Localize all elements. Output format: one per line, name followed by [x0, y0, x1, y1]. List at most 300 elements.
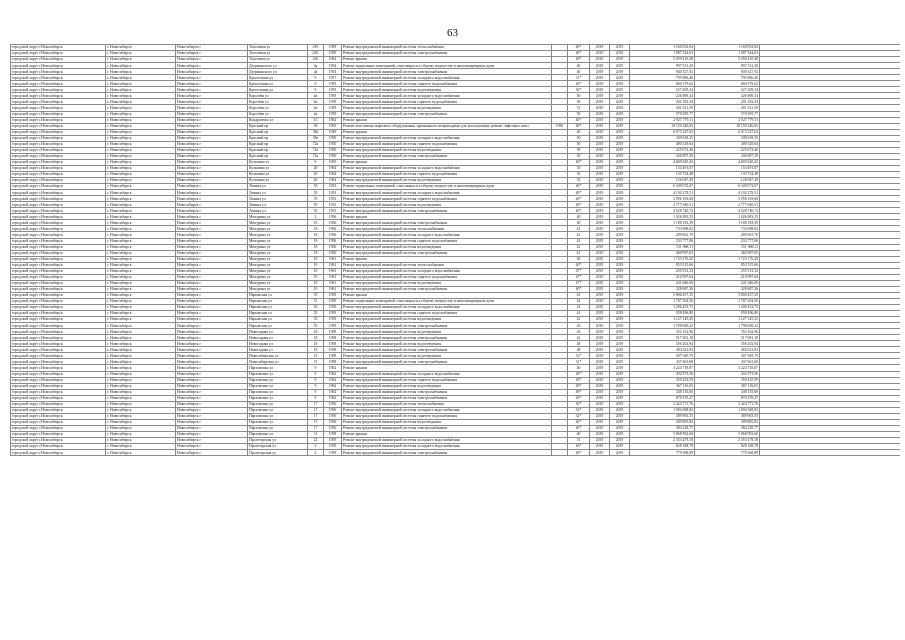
start-year-cell: 2019: [590, 123, 610, 129]
house-number-cell: 18: [308, 238, 324, 244]
total-cost-cell: 201 182,34: [695, 99, 760, 105]
start-year-cell: 2019: [590, 413, 610, 419]
municipality-cell: городской округ г.Новосибирск: [11, 256, 106, 262]
end-year-cell: 2019: [610, 87, 630, 93]
work-type-cell: Ремонт внутридомовой инженерной системы водоотведения: [342, 341, 552, 347]
work-type-cell: Ремонт внутридомовой инженерной системы электроснабжения: [342, 153, 552, 159]
year-cell: 1959: [324, 105, 342, 111]
street-cell: Красный пр: [248, 153, 308, 159]
city-cell: г. Новосибирск: [106, 147, 176, 153]
table-body: [11, 45, 901, 456]
municipality-cell: городской округ г.Новосибирск: [11, 244, 106, 250]
settlement-cell: Новосибирск г: [176, 341, 248, 347]
work-type-cell: Ремонт внутридомовой инженерной системы горячего водоснабжения: [342, 81, 552, 87]
street-cell: Ленина ул: [248, 190, 308, 196]
cost-cell: 392 973,56: [630, 371, 695, 377]
house-number-cell: 38а: [308, 129, 324, 135]
cost-cell: 795 806,46: [630, 75, 695, 81]
municipality-cell: городской округ г.Новосибирск: [11, 389, 106, 395]
end-year-cell: 2019: [610, 341, 630, 347]
wear-cell: 41: [568, 244, 590, 250]
municipality-cell: городской округ г.Новосибирск: [11, 317, 106, 323]
work-type-cell: Ремонт внутридомовой инженерной системы водоотведения: [342, 317, 552, 323]
year-cell: 1959: [324, 438, 342, 444]
end-year-cell: 2019: [610, 129, 630, 135]
street-cell: Кропоткина ул: [248, 75, 308, 81]
total-cost-cell: 356 202,94: [695, 341, 760, 347]
end-year-cell: 2019: [610, 256, 630, 262]
wear-cell: 40*: [568, 286, 590, 292]
house-number-cell: 15: [308, 359, 324, 365]
cost-cell: 940 327,92: [630, 69, 695, 75]
end-year-cell: 2019: [610, 214, 630, 220]
house-number-cell: 18: [308, 220, 324, 226]
start-year-cell: 2019: [590, 341, 610, 347]
cost-cell: 490 529,64: [630, 141, 695, 147]
work-type-cell: Ремонт внутридомовой инженерной системы горячего водоснабжения: [342, 274, 552, 280]
empty-cell: [760, 450, 901, 456]
year-cell: 1950: [324, 153, 342, 159]
street-cell: Мичурина ул: [248, 274, 308, 280]
year-cell: 1958: [324, 335, 342, 341]
cost-cell: 6 349 072,67: [630, 184, 695, 190]
wear-cell: 40: [568, 214, 590, 220]
end-year-cell: 2019: [610, 335, 630, 341]
end-year-cell: 2019: [610, 165, 630, 171]
end-year-cell: 2019: [610, 208, 630, 214]
settlement-cell: Новосибирск г: [176, 317, 248, 323]
wear-cell: 40*: [568, 202, 590, 208]
start-year-cell: 2019: [590, 232, 610, 238]
year-cell: 1962: [324, 365, 342, 371]
end-year-cell: 2019: [610, 438, 630, 444]
total-cost-cell: 2 353 479,18: [695, 438, 760, 444]
cost-cell: 779 368,89: [630, 450, 695, 456]
page-number: 63: [447, 27, 458, 39]
start-year-cell: 2019: [590, 99, 610, 105]
wear-cell: 41: [568, 250, 590, 256]
house-number-cell: 72а: [308, 147, 324, 153]
year-cell: 1959: [324, 99, 342, 105]
work-type-cell: Ремонт внутридомовой инженерной системы холодного водоснабжения: [342, 444, 552, 450]
municipality-cell: городской округ г.Новосибирск: [11, 413, 106, 419]
city-cell: г. Новосибирск: [106, 75, 176, 81]
municipality-cell: городской округ г.Новосибирск: [11, 135, 106, 141]
municipality-cell: городской округ г.Новосибирск: [11, 377, 106, 383]
house-number-cell: 4а: [308, 69, 324, 75]
house-number-cell: 10: [308, 268, 324, 274]
total-cost-cell: 384 238,77: [695, 425, 760, 431]
total-cost-cell: 795 806,46: [695, 75, 760, 81]
wear-cell: 41: [568, 292, 590, 298]
total-cost-cell: 1 004 368,82: [695, 407, 760, 413]
settlement-cell: Новосибирск г: [176, 450, 248, 456]
cost-cell: 460 987,65: [630, 250, 695, 256]
start-year-cell: 2019: [590, 93, 610, 99]
cost-cell: 3 224 718,87: [630, 365, 695, 371]
settlement-cell: Новосибирск г: [176, 147, 248, 153]
end-year-cell: 2019: [610, 365, 630, 371]
work-type-cell: Ремонт внутридомовой инженерной системы водоотведения: [342, 383, 552, 389]
end-year-cell: 2019: [610, 232, 630, 238]
work-type-cell: Ремонт крыши: [342, 256, 552, 262]
work-type-cell: Ремонт внутридомовой инженерной системы электроснабжения: [342, 347, 552, 353]
total-cost-cell: 1 723 176,20: [695, 256, 760, 262]
street-cell: Пархоменко ул: [248, 401, 308, 407]
end-year-cell: 2019: [610, 444, 630, 450]
city-cell: г. Новосибирск: [106, 135, 176, 141]
settlement-cell: Новосибирск г: [176, 226, 248, 232]
municipality-cell: городской округ г.Новосибирск: [11, 226, 106, 232]
municipality-cell: городской округ г.Новосибирск: [11, 81, 106, 87]
street-cell: Мичурина ул: [248, 268, 308, 274]
wear-cell: 40*: [568, 262, 590, 268]
total-cost-cell: 5 868 992,60: [695, 432, 760, 438]
municipality-cell: городской округ г.Новосибирск: [11, 323, 106, 329]
end-year-cell: 2019: [610, 81, 630, 87]
start-year-cell: 2019: [590, 75, 610, 81]
year-cell: 1962: [324, 117, 342, 123]
end-year-cell: 2019: [610, 389, 630, 395]
total-cost-cell: 126 047,49: [695, 178, 760, 184]
work-type-cell: Ремонт крыши: [342, 57, 552, 63]
settlement-cell: Новосибирск г: [176, 256, 248, 262]
municipality-cell: городской округ г.Новосибирск: [11, 190, 106, 196]
wear-cell: 48: [568, 347, 590, 353]
end-year-cell: 2019: [610, 147, 630, 153]
total-cost-cell: 527 209,34: [695, 87, 760, 93]
city-cell: г. Новосибирск: [106, 171, 176, 177]
end-year-cell: 2019: [610, 135, 630, 141]
start-year-cell: 2019: [590, 159, 610, 165]
city-cell: г. Новосибирск: [106, 377, 176, 383]
house-number-cell: 55: [308, 305, 324, 311]
total-cost-cell: 348 155,60: [695, 389, 760, 395]
city-cell: г. Новосибирск: [106, 419, 176, 425]
house-number-cell: 9: [308, 395, 324, 401]
settlement-cell: Новосибирск г: [176, 99, 248, 105]
start-year-cell: 2019: [590, 129, 610, 135]
end-year-cell: 2019: [610, 45, 630, 51]
year-cell: 1965: [324, 159, 342, 165]
wear-cell: 40: [568, 129, 590, 135]
municipality-cell: городской округ г.Новосибирск: [11, 111, 106, 117]
wear-cell: 48: [568, 341, 590, 347]
total-cost-cell: 853 515,66: [695, 262, 760, 268]
street-cell: Тополевая ул: [248, 51, 308, 57]
wear-cell: 47*: [568, 280, 590, 286]
end-year-cell: 2019: [610, 123, 630, 129]
house-number-cell: 17: [308, 413, 324, 419]
wear-cell: 50: [568, 111, 590, 117]
house-number-cell: 55: [308, 184, 324, 190]
year-cell: 1953: [324, 190, 342, 196]
total-cost-cell: 241 646,06: [695, 280, 760, 286]
city-cell: г. Новосибирск: [106, 341, 176, 347]
total-cost-cell: 389 963,55: [695, 413, 760, 419]
municipality-cell: городской округ г.Новосибирск: [11, 129, 106, 135]
wear-cell: 40: [568, 256, 590, 262]
end-year-cell: 2019: [610, 69, 630, 75]
wear-cell: 35: [568, 165, 590, 171]
work-type-cell: Ремонт внутридомовой инженерной системы электроснабжения: [342, 286, 552, 292]
start-year-cell: 2019: [590, 250, 610, 256]
total-cost-cell: 1 188 183,39: [695, 220, 760, 226]
street-cell: Ленина ул: [248, 208, 308, 214]
year-cell: 1962: [324, 395, 342, 401]
settlement-cell: Новосибирск г: [176, 232, 248, 238]
year-cell: 1950: [324, 147, 342, 153]
total-cost-cell: 1 798 069,22: [695, 323, 760, 329]
settlement-cell: Новосибирск г: [176, 365, 248, 371]
settlement-cell: Новосибирск г: [176, 190, 248, 196]
municipality-cell: городской округ г.Новосибирск: [11, 75, 106, 81]
street-cell: Пархоменко ул: [248, 371, 308, 377]
settlement-cell: Новосибирск г: [176, 262, 248, 268]
street-cell: Мичурина ул: [248, 256, 308, 262]
municipality-cell: городской округ г.Новосибирск: [11, 123, 106, 129]
city-cell: г. Новосибирск: [106, 250, 176, 256]
cost-cell: 210 997,64: [630, 274, 695, 280]
street-cell: Нарымская ул: [248, 317, 308, 323]
end-year-cell: 2019: [610, 419, 630, 425]
street-cell: Тополевая ул: [248, 45, 308, 51]
house-number-cell: 18: [308, 232, 324, 238]
settlement-cell: Новосибирск г: [176, 238, 248, 244]
end-year-cell: 2019: [610, 371, 630, 377]
settlement-cell: Новосибирск г: [176, 359, 248, 365]
total-cost-cell: 4 192 278,51: [695, 190, 760, 196]
settlement-cell: Новосибирск г: [176, 63, 248, 69]
city-cell: г. Новосибирск: [106, 335, 176, 341]
year-cell: 1962: [324, 377, 342, 383]
house-number-cell: 38а: [308, 135, 324, 141]
city-cell: г. Новосибирск: [106, 81, 176, 87]
city-cell: г. Новосибирск: [106, 99, 176, 105]
work-type-cell: Ремонт крыши: [342, 117, 552, 123]
cost-cell: 1 798 069,22: [630, 323, 695, 329]
cost-cell: 241 646,06: [630, 280, 695, 286]
cost-cell: 2 927 779,11: [630, 117, 695, 123]
end-year-cell: 2019: [610, 323, 630, 329]
cost-cell: 201 182,34: [630, 99, 695, 105]
street-cell: Красный пр: [248, 147, 308, 153]
settlement-cell: Новосибирск г: [176, 117, 248, 123]
cost-cell: 828 168,78: [630, 444, 695, 450]
total-cost-cell: 1 127 145,25: [695, 317, 760, 323]
cost-cell: 437 661,68: [630, 359, 695, 365]
total-cost-cell: 226 889,34: [695, 93, 760, 99]
year-cell: 1956: [324, 226, 342, 232]
wear-cell: 49*: [568, 383, 590, 389]
house-number-cell: 17: [308, 425, 324, 431]
municipality-cell: городской округ г.Новосибирск: [11, 159, 106, 165]
street-cell: Красный пр: [248, 129, 308, 135]
municipality-cell: городской округ г.Новосибирск: [11, 280, 106, 286]
year-cell: 1955: [324, 87, 342, 93]
city-cell: г. Новосибирск: [106, 450, 176, 456]
city-cell: г. Новосибирск: [106, 438, 176, 444]
cost-cell: 359 435,59: [630, 377, 695, 383]
year-cell: 1959: [324, 317, 342, 323]
house-number-cell: 55: [308, 190, 324, 196]
street-cell: Тополевая ул: [248, 57, 308, 63]
house-number-cell: 23б: [308, 57, 324, 63]
city-cell: г. Новосибирск: [106, 317, 176, 323]
cost-cell: 517 681,18: [630, 335, 695, 341]
start-year-cell: 2019: [590, 57, 610, 63]
start-year-cell: 2019: [590, 244, 610, 250]
start-year-cell: 2019: [590, 323, 610, 329]
wear-cell: 32*: [568, 413, 590, 419]
street-cell: Королёва ул: [248, 93, 308, 99]
street-cell: Пархоменко ул: [248, 377, 308, 383]
settlement-cell: Новосибирск г: [176, 347, 248, 353]
end-year-cell: 2019: [610, 377, 630, 383]
settlement-cell: Новосибирск г: [176, 135, 248, 141]
total-cost-cell: 151 968,11: [695, 244, 760, 250]
total-cost-cell: 828 168,78: [695, 444, 760, 450]
total-cost-cell: 997 531,20: [695, 63, 760, 69]
year-cell: 1962: [324, 57, 342, 63]
wear-cell: 40*: [568, 117, 590, 123]
settlement-cell: Новосибирск г: [176, 371, 248, 377]
municipality-cell: городской округ г.Новосибирск: [11, 57, 106, 63]
municipality-cell: городской округ г.Новосибирск: [11, 117, 106, 123]
cost-cell: 3 956 183,68: [630, 196, 695, 202]
year-cell: 1955: [324, 81, 342, 87]
start-year-cell: 2019: [590, 81, 610, 87]
work-type-cell: Ремонт внутридомовой инженерной системы электроснабжения: [342, 323, 552, 329]
municipality-cell: городской округ г.Новосибирск: [11, 153, 106, 159]
end-year-cell: 2019: [610, 117, 630, 123]
wear-cell: 44: [568, 298, 590, 304]
settlement-cell: Новосибирск г: [176, 123, 248, 129]
city-cell: г. Новосибирск: [106, 196, 176, 202]
work-type-cell: Ремонт или замена лифтового оборудования, признанного непригодным для эксплуатации, ремонт лифтовых шахт: [342, 123, 552, 129]
city-cell: г. Новосибирск: [106, 432, 176, 438]
year-cell: 1956: [324, 232, 342, 238]
city-cell: г. Новосибирск: [106, 159, 176, 165]
work-type-cell: Ремонт внутридомовой инженерной системы теплоснабжения: [342, 401, 552, 407]
street-cell: Кузьмина ул: [248, 178, 308, 184]
street-cell: Кропоткина ул: [248, 81, 308, 87]
end-year-cell: 2019: [610, 274, 630, 280]
settlement-cell: Новосибирск г: [176, 51, 248, 57]
cost-cell: 255 912,32: [630, 268, 695, 274]
year-cell: 1956: [324, 407, 342, 413]
end-year-cell: 2019: [610, 244, 630, 250]
start-year-cell: 2019: [590, 311, 610, 317]
house-number-cell: 9: [308, 81, 324, 87]
year-cell: 1956: [324, 238, 342, 244]
street-cell: Пархоменко ул: [248, 383, 308, 389]
year-cell: 1953: [324, 184, 342, 190]
total-cost-cell: 135 734,48: [695, 171, 760, 177]
cost-cell: 367 116,03: [630, 383, 695, 389]
year-cell: 1962: [324, 371, 342, 377]
cost-cell: 1 926 983,55: [630, 214, 695, 220]
wear-cell: 50: [568, 141, 590, 147]
start-year-cell: 2019: [590, 450, 610, 456]
cost-cell: 154 491,07: [630, 165, 695, 171]
year-cell: 1961: [324, 268, 342, 274]
street-cell: Пархоменко ул: [248, 407, 308, 413]
municipality-cell: городской округ г.Новосибирск: [11, 141, 106, 147]
municipality-cell: городской округ г.Новосибирск: [11, 371, 106, 377]
wear-cell: 31*: [568, 75, 590, 81]
municipality-cell: городской округ г.Новосибирск: [11, 298, 106, 304]
cost-cell: 135 734,48: [630, 171, 695, 177]
year-cell: 1956: [324, 250, 342, 256]
wear-cell: 43: [568, 305, 590, 311]
house-number-cell: 9: [308, 377, 324, 383]
city-cell: г. Новосибирск: [106, 280, 176, 286]
total-cost-cell: 517 681,18: [695, 335, 760, 341]
end-year-cell: 2019: [610, 292, 630, 298]
street-cell: Королёва ул: [248, 105, 308, 111]
work-type-cell: Ремонт внутридомовой инженерной системы электроснабжения: [342, 395, 552, 401]
cost-cell: 1 787 204,56: [630, 298, 695, 304]
year-cell: 1959: [324, 311, 342, 317]
municipality-cell: городской округ г.Новосибирск: [11, 286, 106, 292]
year-cell: 1959: [324, 450, 342, 456]
work-type-cell: Ремонт подвальных помещений, относящихся к общему имуществу в многоквартирном доме: [342, 184, 552, 190]
settlement-cell: Новосибирск г: [176, 383, 248, 389]
wear-cell: 49*: [568, 377, 590, 383]
work-type-cell: Ремонт внутридомовой инженерной системы электроснабжения: [342, 69, 552, 75]
cost-cell: 309 805,82: [630, 419, 695, 425]
wear-cell: 47*: [568, 274, 590, 280]
municipality-cell: городской округ г.Новосибирск: [11, 341, 106, 347]
settlement-cell: Новосибирск г: [176, 57, 248, 63]
settlement-cell: Новосибирск г: [176, 413, 248, 419]
city-cell: г. Новосибирск: [106, 365, 176, 371]
street-cell: Ленина ул: [248, 196, 308, 202]
total-cost-cell: 570 395,77: [695, 111, 760, 117]
wear-cell: 50: [568, 153, 590, 159]
work-type-cell: Ремонт внутридомовой инженерной системы водоотведения: [342, 419, 552, 425]
start-year-cell: 2019: [590, 208, 610, 214]
cost-cell: 4 605 620,42: [630, 159, 695, 165]
end-year-cell: 2019: [610, 347, 630, 353]
street-cell: Мичурина ул: [248, 244, 308, 250]
city-cell: г. Новосибирск: [106, 371, 176, 377]
start-year-cell: 2019: [590, 305, 610, 311]
street-cell: Нарымская ул: [248, 298, 308, 304]
house-number-cell: 20: [308, 178, 324, 184]
cost-cell: 201 521,59: [630, 105, 695, 111]
cost-cell: 233 777,06: [630, 238, 695, 244]
settlement-cell: Новосибирск г: [176, 220, 248, 226]
total-cost-cell: 225 072,46: [695, 147, 760, 153]
wear-cell: 41: [568, 238, 590, 244]
start-year-cell: 2019: [590, 87, 610, 93]
settlement-cell: Новосибирск г: [176, 268, 248, 274]
municipality-cell: городской округ г.Новосибирск: [11, 105, 106, 111]
total-cost-cell: 1 926 983,55: [695, 214, 760, 220]
work-type-cell: Ремонт внутридомовой инженерной системы электроснабжения: [342, 335, 552, 341]
total-cost-cell: 339 618,35: [695, 135, 760, 141]
start-year-cell: 2019: [590, 117, 610, 123]
city-cell: г. Новосибирск: [106, 268, 176, 274]
city-cell: г. Новосибирск: [106, 165, 176, 171]
house-number-cell: 10: [308, 256, 324, 262]
end-year-cell: 2019: [610, 432, 630, 438]
end-year-cell: 2019: [610, 190, 630, 196]
year-cell: 1958: [324, 353, 342, 359]
start-year-cell: 2019: [590, 196, 610, 202]
